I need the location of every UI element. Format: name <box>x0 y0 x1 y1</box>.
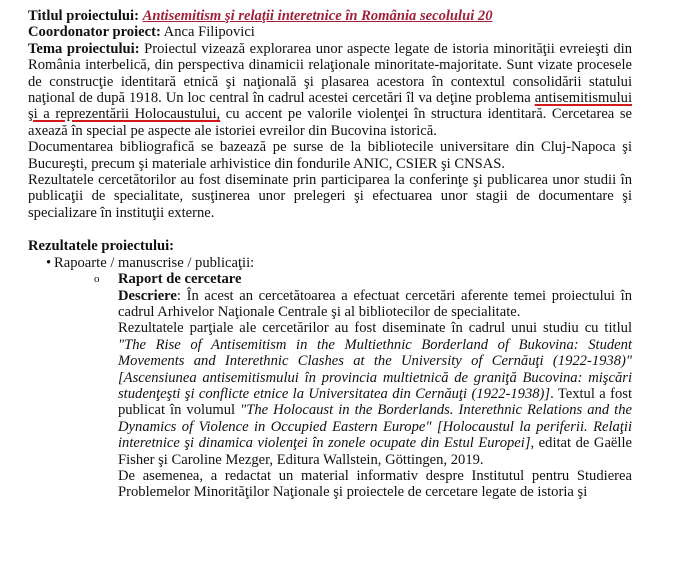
tema-paragraph <box>28 41 632 139</box>
sub-item-title: Raport de cercetare <box>118 271 242 288</box>
title-line <box>28 8 632 24</box>
list-item-label: Rapoarte / manuscrise / publicaţii: <box>54 254 255 271</box>
title-label: Titlul proiectului: <box>28 8 139 24</box>
circle-bullet-icon: o <box>94 273 100 286</box>
bullet-icon: • <box>46 254 52 271</box>
project-title-link[interactable]: Antisemitism şi relaţii interetnice în România secolului 20 <box>142 8 493 24</box>
description-text: : În acest an cercetătoarea a efectuat cercetări aferente temei proiectului în cadrul Arhivelor Naţionale Centrale şi al bibliotecilor de specialitate. <box>118 287 632 320</box>
volume-title: "The Holocaust in the Borderlands. Interethnic Relations and the Dynamics of Violence in Occupied Eastern Europe" [Holocaustul la periferii. Relaţii interetnice şi dinamica violenţei în zonele ocupate din Estul Europei] <box>118 402 632 452</box>
additional-paragraph: De asemenea, a redactat un material informativ despre Institutul pentru Studierea Problemelor Minorităţilor Naţionale şi proiectele de cercetare legate de istoria şi <box>118 467 632 501</box>
coordinator-line <box>28 24 632 40</box>
highlighted-phrase: antisemitismului şi a reprezentării Holocaustului, <box>28 90 632 123</box>
description-paragraph <box>28 288 632 321</box>
coordinator-label: Coordonator proiect: <box>28 24 161 41</box>
description-label: Descriere <box>118 287 177 304</box>
tema-text-1: Proiectul vizează explorarea unor aspecte legate de istoria minorităţii evreieşti din România interbelică, din perspectiva dinamicii relaţionale minoritate-majoritate. Sunt vizate procesele de construcţie identitară etnică şi naţională şi plasarea acestora în contextul consolidării statului naţional de după 1918. Un loc central în cadrul acestei cercetări îl va deţine problema <box>28 40 633 107</box>
dissemination-paragraph: Rezultatele cercetătorilor au fost diseminate prin participarea la conferinţe şi publicarea unor studii în publicaţii de specialitate, susţinerea unor prelegeri şi efectuarea unor stagii de documentare şi specializare în instituţii externe. <box>28 172 632 221</box>
list-item <box>28 255 632 271</box>
results-heading: Rezultatele proiectului: <box>28 238 175 255</box>
documentation-paragraph: Documentarea bibliografică se bazează pe surse de la bibliotecile universitare din Cluj-Napoca şi Bucureşti, precum şi materiale arhivistice din fondurile ANIC, CSIER şi CNSAS. <box>28 139 632 172</box>
study-title: "The Rise of Antisemitism in the Multiethnic Borderland of Bukovina: Student Movements and Interethnic Clashes at the University of Cernăuţi (1922-1938)" [Ascensiunea antisemitismului în provincia multietnică de graniţă Bucovina: mişcări studenţeşti şi conflicte etnice la Universitatea din Cernăuţi (1922-1938)] <box>118 336 632 402</box>
sub-list-item <box>28 271 632 287</box>
results-paragraph: Rezultatele parţiale ale cercetărilor au fost diseminate în cadrul unui studiu cu titlul "The Rise of Antisemitism in the Multiethnic Borderland of Bukovina: Student Movements and Interethnic Clashes at the University of Cernăuţi (1922-1938)" [Ascensiunea antisemitismului în provincia multietnică de graniţă Bucovina: mişcări studenţeşti şi conflicte etnice la Universitatea din Cernăuţi (1922-1938)]. Textul a fost publicat în volumul "The Holocaust in the Borderlands. Interethnic Relations and the Dynamics of Violence in Occupied Eastern Europe" [Holocaustul la periferii. Relaţii interetnice şi dinamica violenţei în zonele ocupate din Estul Europei], editat de Gaëlle Fisher şi Caroline Mezger, Editura Wallstein, Göttingen, 2019. <box>118 320 633 468</box>
tema-text-2: cu accent pe valorile violenţei în structura identitară. Cercetarea se axează în special pe aspecte ale istoriei evreilor din Bucovina istorică. <box>28 106 632 139</box>
tema-label: Tema proiectului: <box>28 40 140 57</box>
coordinator-name: Anca Filipovici <box>163 24 255 41</box>
